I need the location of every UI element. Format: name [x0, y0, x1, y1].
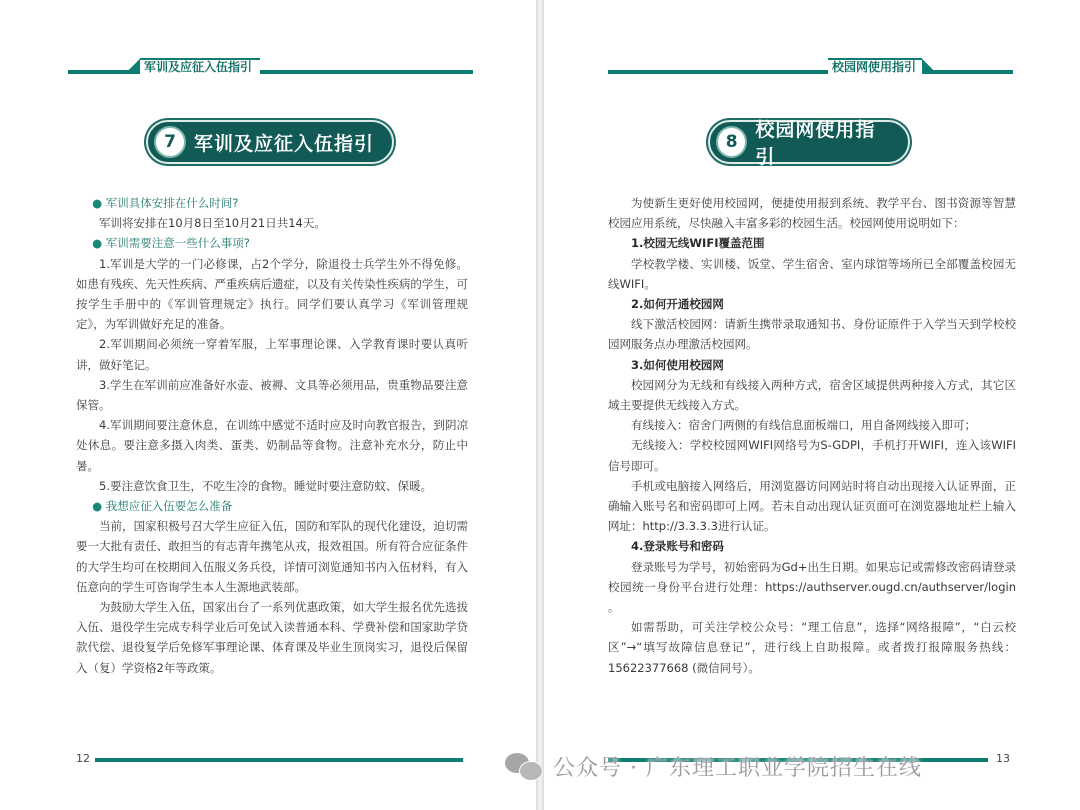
- body-paragraph: 有线接入：宿舍门两侧的有线信息面板端口，用自备网线接入即可；: [631, 418, 976, 433]
- section-heading: 3.如何使用校园网: [631, 357, 724, 372]
- chapter-number: 8: [716, 126, 747, 158]
- section-heading: 4.登录账号和密码: [631, 539, 724, 554]
- body-paragraph: 2.军训期间必须统一穿着军服，上军事理论课、入学教育课时要认真听讲，做好笔记。: [76, 337, 468, 372]
- body-paragraph: 手机或电脑接入网络后，用浏览器访问网站时将自动出现接入认证界面，正确输入账号名和密码即可上网。若未自动出现认证页面可在浏览器地址栏上输入网址：http://3.3.3.3进行认证。: [608, 478, 1016, 534]
- page-number-right: 13: [996, 752, 1010, 765]
- right-body-text: [608, 193, 1016, 678]
- footer-rule-left: [95, 758, 463, 762]
- chapter-title: 校园网使用指引: [755, 119, 876, 168]
- body-paragraph: 当前，国家积极号召大学生应征入伍，国防和军队的现代化建设，迫切需要一大批有责任、敢担当的有志青年携笔从戎，报效祖国。所有符合应征条件的大学生均可在校期间入伍服义务兵役，详情可浏览通知书内入伍材料，有入伍意向的学生可咨询学生本人生源地武装部。: [76, 519, 468, 594]
- watermark-text: 公众号 · 广东理工职业学院招生在线: [553, 755, 922, 781]
- question-heading: [76, 193, 468, 213]
- section-heading: 1.校园无线WIFI覆盖范围: [631, 236, 765, 251]
- question-text: 军训具体安排在什么时间?: [105, 196, 239, 210]
- body-paragraph: 如需帮助，可关注学校公众号：“理工信息”，选择“网络报障”，“白云校区”→“填写故障信息登记”，进行线上自助报障。或者拨打报障服务热线：15622377668 (微信同号）。: [608, 620, 1016, 675]
- body-paragraph: 学校教学楼、实训楼、饭堂、学生宿舍、室内球馆等场所已全部覆盖校园无线WIFI。: [608, 256, 1016, 291]
- question-text: 军训需要注意一些什么事项?: [105, 236, 250, 251]
- left-body-text: [76, 193, 468, 678]
- body-paragraph: 3.学生在军训前应准备好水壶、被褥、文具等必须用品，贵重物品要注意保管。: [76, 377, 468, 413]
- body-paragraph: 为使新生更好使用校园网，便捷使用报到系统、教学平台、图书资源等智慧校园应用系统，尽快融入丰富多彩的校园生活。校园网使用说明如下：: [608, 196, 1016, 231]
- body-paragraph: 无线接入：学校校园网WIFI网络号为S-GDPI，手机打开WIFI，连入该WIFI信号即可。: [608, 438, 1016, 473]
- running-header-title: 校园网使用指引: [828, 58, 922, 74]
- chapter-title: 军训及应征入伍指引: [194, 132, 375, 155]
- page-number-left: 12: [76, 752, 90, 765]
- bullet-dot-icon: ●: [92, 236, 106, 251]
- chapter-badge-8: [708, 119, 910, 168]
- running-header-title: 军训及应征入伍指引: [140, 58, 260, 74]
- bullet-dot-icon: ●: [92, 196, 106, 210]
- body-paragraph: 线下激活校园网：请新生携带录取通知书、身份证原件于入学当天到学校校园网服务点办理激活校园网。: [608, 317, 1016, 352]
- body-paragraph: 军训将安排在10月8日至10月21日共14天。: [99, 216, 326, 231]
- body-paragraph: 5.要注意饮食卫生，不吃生冷的食物。睡觉时要注意防蚊、保暖。: [99, 478, 432, 493]
- body-paragraph: 4.军训期间要注意休息，在训练中感觉不适时应及时向教官报告，到阴凉处休息。要注意多摄入肉类、蛋类、奶制品等食物。注意补充水分，防止中暑。: [76, 418, 468, 473]
- body-paragraph: 校园网分为无线和有线接入两种方式，宿舍区域提供两种接入方式，其它区域主要提供无线接入方式。: [608, 377, 1016, 413]
- book-gutter: [536, 0, 544, 810]
- left-running-header: [68, 58, 473, 76]
- question-heading: [76, 496, 468, 516]
- wechat-watermark: [505, 748, 922, 784]
- question-heading: [76, 233, 468, 253]
- right-running-header: [608, 58, 1013, 76]
- body-paragraph: 登录账号为学号，初始密码为Gd+出生日期。如果忘记或需修改密码请登录校园统一身份平台进行处理：https://authserver.ougd.cn/authserver/login 。: [608, 559, 1016, 615]
- wechat-icon: [505, 751, 545, 781]
- bullet-dot-icon: ●: [92, 499, 106, 514]
- question-text: 我想应征入伍要怎么准备: [105, 499, 233, 514]
- section-heading: 2.如何开通校园网: [631, 297, 724, 312]
- body-paragraph: 为鼓励大学生入伍，国家出台了一系列优惠政策，如大学生报名优先选拔入伍、退役学生完成专科学业后可免试入读普通本科、学费补偿和国家助学贷款代偿、退役复学后免修军事理论课、体育课及毕业生顶岗实习，退役后保留入（复）学资格2年等政策。: [76, 600, 468, 675]
- header-rule: [608, 70, 1013, 74]
- chapter-badge-7: [146, 120, 394, 164]
- chapter-number: 7: [154, 126, 186, 158]
- body-paragraph: 1.军训是大学的一门必修课，占2个学分，除退役士兵学生外不得免修。如患有残疾、先天性疾病、严重疾病后遗症，以及有关传染性疾病的学生，可按学生手册中的《军训管理规定》执行。同学们要认真学习《军训管理规定》，为军训做好充足的准备。: [76, 256, 468, 332]
